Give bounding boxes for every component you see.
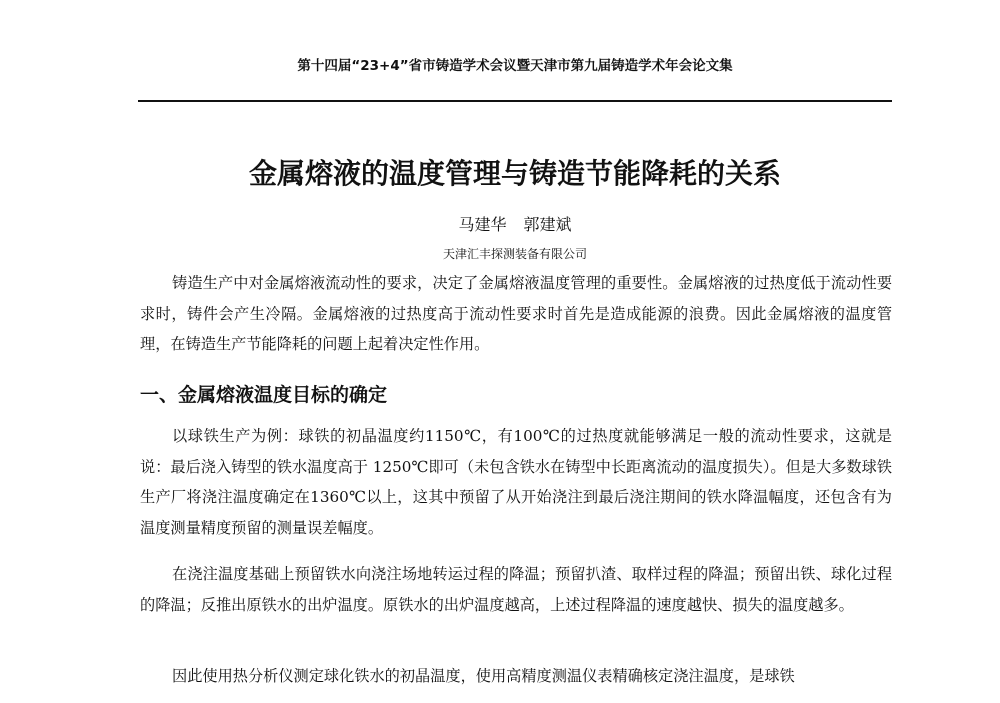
affiliation: 天津汇丰探测装备有限公司: [442, 247, 587, 261]
body-paragraph: 因此使用热分析仪测定球化铁水的初晶温度，使用高精度测温仪表精确核定浇注温度，是球铁: [172, 667, 795, 685]
header-rule: [138, 100, 892, 102]
paper-title: 金属熔液的温度管理与铸造节能降耗的关系: [248, 157, 781, 190]
section-heading: 一、金属熔液温度目标的确定: [140, 384, 388, 406]
intro-paragraph: 铸造生产中对金属熔液流动性的要求，决定了金属熔液温度管理的重要性。金属熔液的过热度低于流动性要求时，铸件会产生冷隔。金属熔液的过热度高于流动性要求时首先是造成能源的浪费。因此金属熔液的温度管理，在铸造生产节能降耗的问题上起着决定性作用。: [140, 274, 892, 354]
body-paragraph: 以球铁生产为例：球铁的初晶温度约1150℃，有100℃的过热度就能够满足一般的流动性要求，这就是说：最后浇入铸型的铁水温度高于 1250℃即可（未包含铁水在铸型中长距离流动的温度损失）。但是大多数球铁生产厂将浇注温度确定在1360℃以上，这其中预留了从开始浇注到最后浇注期间的铁水降温幅度，还包含有为温度测量精度预留的测量误差幅度。: [140, 427, 892, 537]
body-paragraph: 在浇注温度基础上预留铁水向浇注场地转运过程的降温；预留扒渣、取样过程的降温；预留出铁、球化过程的降温；反推出原铁水的出炉温度。原铁水的出炉温度越高，上述过程降温的速度越快、损失的温度越多。: [140, 565, 892, 614]
authors: 马建华 郭建斌: [458, 215, 572, 234]
running-header: 第十四届“23+4”省市铸造学术会议暨天津市第九届铸造学术年会论文集: [297, 58, 733, 74]
